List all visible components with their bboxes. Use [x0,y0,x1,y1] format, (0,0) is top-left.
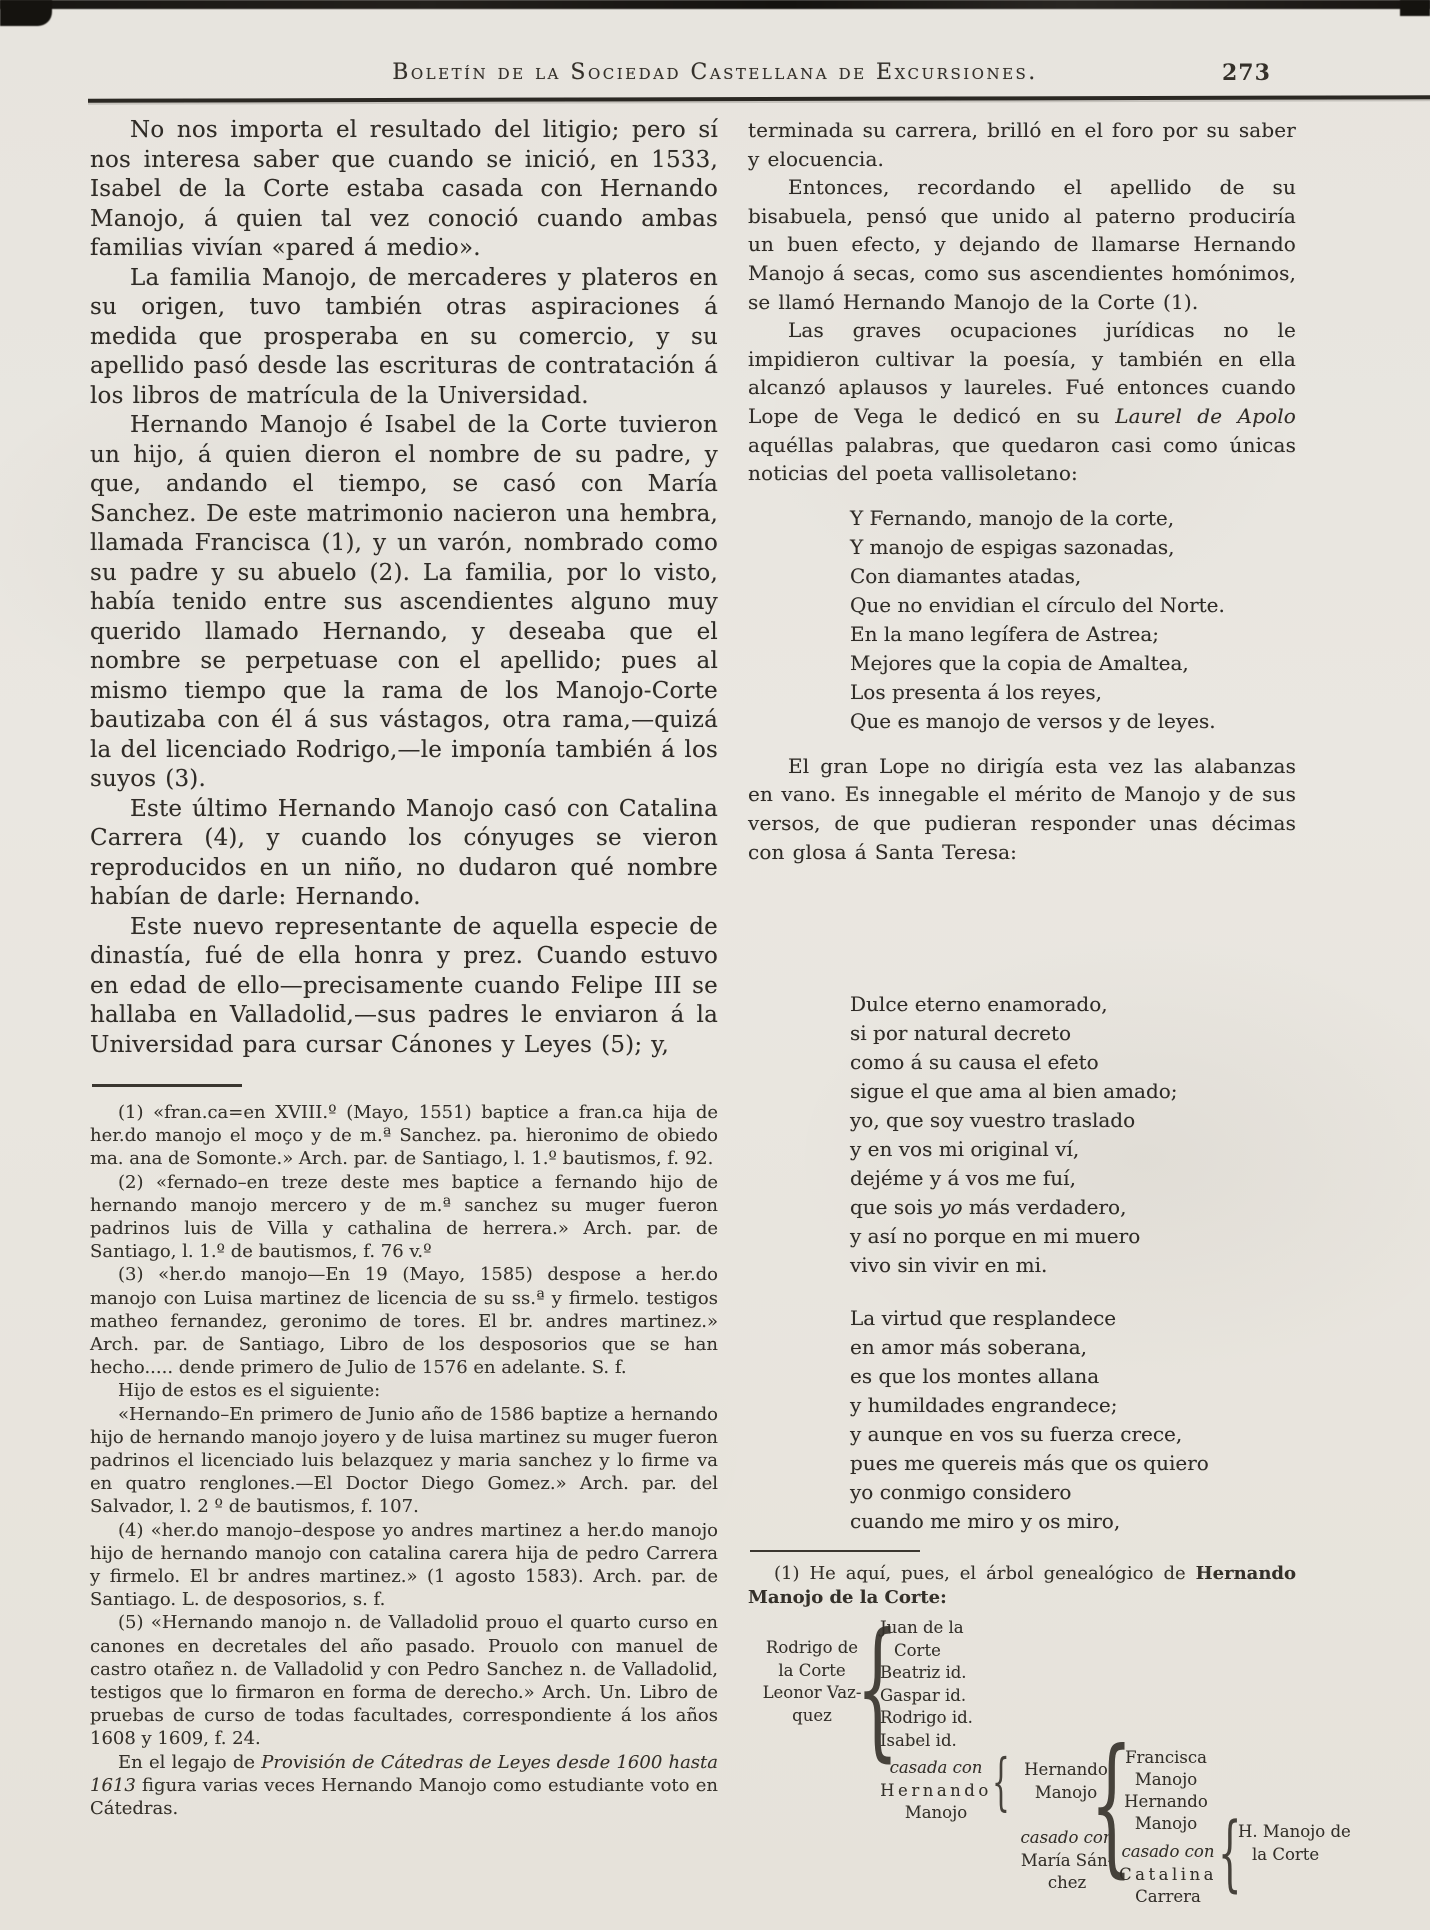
tree-marriage-line: casado con [1020,1828,1114,1848]
scan-artifact-top-edge [0,0,1430,9]
tree-name-line: María Sán- [1020,1850,1114,1870]
footnote: Hijo de estos es el siguiente: [118,1380,381,1402]
poem-line: Con diamantes atadas, [850,563,1082,588]
poem-line: cuando me miro y os miro, [850,1509,1121,1534]
tree-name-line: Gaspar id. [880,1685,967,1705]
tree-name-line: quez [792,1705,832,1725]
paragraph: Entonces, recordando el apellido de su bisabuela, pensó que unido al paterno produciría un buen efecto, y dejando de llamarse Hernando Manojo á secas, como sus ascendientes homónimos, se llamó Hernando Manojo de la Corte (1). [748,175,1296,314]
paragraph: Este último Hernando Manojo casó con Catalina Carrera (4), y cuando los cónyuges se vieron reproducidos en un niño, no dudaron qué nombre habían de darle: Hernando. [90,795,718,910]
tree-name-line: H. Manojo de [1238,1822,1351,1842]
poem-line: es que los montes allana [850,1364,1100,1389]
tree-marriage-line: casado con [1121,1842,1215,1862]
poem-stanza [850,990,1296,1280]
paragraph: La familia Manojo, de mercaderes y plateros en su origen, tuvo también otras aspiraciones á medida que prosperaba en su comercio, y su apellido pasó desde las escrituras de contratación á los libros de matrícula de la Universidad. [90,264,718,409]
tree-name-line: la Corte [1252,1844,1320,1864]
poem-line: pues me quereis más que os quiero [850,1451,1209,1476]
tree-name-line: Rodrigo id. [880,1708,973,1728]
tree-name-line: Rodrigo de [765,1638,859,1658]
footnote [748,1562,1296,1609]
text-segment: En el legajo de [118,1751,262,1773]
tree-name-line: Hernando [1124,1792,1208,1812]
tree-descendant [1238,1821,1388,1866]
tree-name-line: Corte [894,1640,941,1660]
poem-line: Mejores que la copia de Amaltea, [850,650,1189,675]
poem-line: vivo sin vivir en mi. [850,1253,1048,1278]
footnote: (5) «Hernando manojo n. de Valladolid prouo el quarto curso en canones en decretales del año pasado. Prouolo con manuel de castro otañez n. de Valladolid y con Pedro Sanchez n. de Valladolid, testigos que lo firmaron en forma de derecho.» Arch. Un. Libro de pruebas de curso de todas facultades, correspondiente á los años 1608 y 1609, f. 24. [90,1612,718,1750]
tree-name-line: Manojo [1034,1782,1098,1802]
poem-line: yo, que soy vuestro traslado [850,1108,1136,1133]
genealogy-tree [748,1617,1388,1930]
footnote: (2) «fernado–en treze deste mes baptice a fernando hijo de hernando manojo mercero y de m.ª sanchez su muger fueron padrinos luis de Villa y cathalina de herrera.» Arch. par. de Santiago, l. 1.º de bautismos, f. 76 v.º [90,1171,718,1263]
poem-line: sigue el que ama al bien amado; [850,1079,1178,1104]
header-rule [88,95,1430,103]
tree-name-line: Catalina [1119,1864,1217,1884]
text-segment: figura varias veces Hernando Manojo como estudiante voto en Cátedras. [90,1774,718,1820]
tree-name-line: Juan de la [880,1618,964,1638]
poem-line: en amor más soberana, [850,1335,1088,1360]
footnote-separator [750,1550,920,1552]
footnote: (3) «her.do manojo—En 19 (Mayo, 1585) despose a her.do manojo con Luisa martinez de licencia de su ss.ª y firmelo. testigos matheo fernandez, geronimo de tores. El br. andres martinez.» Arch. par. de Santiago, Libro de los desposorios que se han hecho..... dende primero de Julio de 1576 en adelante. S. f. [90,1264,718,1379]
poem-line: como á su causa el efeto [850,1050,1099,1075]
poem-line: Y manojo de espigas sazonadas, [850,534,1175,559]
right-column [748,116,1351,1930]
poem-stanza [850,1304,1296,1536]
footnote-separator [92,1084,242,1087]
footnote: (4) «her.do manojo–despose yo andres martinez a her.do manojo hijo de hernando manojo con catalina carera hija de pedro Carrera y firmelo. El br andres martinez.» (1 agosto 1583). Arch. par. de Santiago. L. de desposorios, s. f. [90,1519,718,1611]
text-segment: aquéllas palabras, que quedaron casi como únicas noticias del poeta vallisoletano: [748,432,1296,486]
tree-name-line: la Corte [778,1660,846,1680]
tree-marriage-line: casada con [889,1758,983,1778]
text-columns [90,116,1400,1930]
text-segment: Las graves ocupaciones jurídicas no le impidieron cultivar la poesía, y también en ella alcanzó aplausos y laureles. Fué entonces cuando Lope de Vega le dedicó en su [748,318,1296,428]
italic-text-segment: Laurel de Apolo [1115,403,1296,428]
tree-marriage-label [1108,1841,1228,1909]
paragraph: terminada su carrera, brilló en el foro por su saber y elocuencia. [748,118,1296,171]
genealogy-brace [992,1751,1010,1813]
paragraph: Hernando Manojo é Isabel de la Corte tuvieron un hijo, á quien dieron el nombre de su padre, y que, andando el tiempo, se casó con María Sanchez. De este matrimonio nacieron una hembra, llamada Francisca (1), y un varón, nombrado como su padre y su abuelo (2). La familia, por lo visto, había tenido entre sus ascendientes alguno muy querido llamado Hernando, y deseaba que el nombre se perpetuase con el apellido; pues al mismo tiempo que la rama de los Manojo-Corte bautizaba con él á sus vástagos, otra rama,—quizá la del licenciado Rodrigo,—le imponía también á los suyos (3). [90,412,718,792]
tree-name-line: Francisca [1125,1748,1207,1768]
poem-line [850,1193,1296,1222]
poem-line: En la mano legífera de Astrea; [850,621,1159,646]
tree-name-line: Manojo [904,1803,968,1823]
tree-name-line: Hernando [880,1780,992,1800]
tree-name-line: chez [1047,1873,1087,1893]
poem-line: y aunque en vos su fuerza crece, [850,1422,1183,1447]
footnote: (1) «fran.ca=en XVIII.º (Mayo, 1551) baptice a fran.ca hija de her.do manojo el moço y de m.ª Sanchez. pa. hieronimo de obiedo ma. ana de Somonte.» Arch. par. de Santiago, l. 1.º bautismos, f. 92. [90,1102,718,1170]
poem-line: Que es manojo de versos y de leyes. [850,708,1216,733]
footnote [90,1751,718,1821]
tree-name-line: Beatriz id. [880,1663,967,1683]
tree-name-line: Hernando [1024,1760,1108,1780]
tree-children [1110,1747,1222,1835]
poem-line: Los presenta á los reyes, [850,679,1102,704]
poem-line: Y Fernando, manojo de la corte, [850,505,1175,530]
tree-name-line: Carrera [1135,1887,1201,1907]
scan-artifact-top-right-corner [1400,0,1430,16]
poem-line: si por natural decreto [850,1021,1072,1046]
poem-line: y humildades engrandece; [850,1393,1118,1418]
journal-title: Boletín de la Sociedad Castellana de Excursiones. [392,60,1038,85]
italic-text-segment: yo [939,1195,963,1220]
paragraph: Este nuevo representante de aquella especie de dinastía, fué de ella honra y prez. Cuando estuvo en edad de ello—precisamente cuando Felipe III se hallaba en Valladolid,—sus padres le enviaron á la Universidad para cursar Cánones y Leyes (5); y, [90,913,718,1058]
poem-line: y así no porque en mi muero [850,1224,1141,1249]
poem-stanza [850,504,1296,736]
tree-marriage-label [860,1757,1012,1825]
tree-name-line: Manojo [1134,1814,1198,1834]
poem-line: Que no envidian el círculo del Norte. [850,592,1225,617]
footnote: «Hernando–En primero de Junio año de 1586 baptize a hernando hijo de hernando manojo joyero y de luisa martinez su muger fueron padrinos el licenciado luis belazquez y maria sanchez y lo firme va en quatro renglones.—El Doctor Diego Gomez.» Arch. par. del Salvador, l. 2 º de bautismos, f. 107. [90,1403,718,1518]
text-segment: más verdadero, [962,1195,1127,1220]
poem-line: dejéme y á vos me fuí, [850,1166,1076,1191]
poem-line: yo conmigo considero [850,1480,1072,1505]
italic-text-segment: Provisión de Cátedras de Leyes desde 1600 hasta 1613 [90,1751,718,1796]
poem-line: Dulce eterno enamorado, [850,992,1108,1017]
poem-line: y en vos mi original ví, [850,1137,1080,1162]
tree-name-line: Isabel id. [880,1730,957,1750]
tree-children [880,1617,973,1752]
page-number: 273 [1222,60,1271,86]
left-column [90,116,718,1930]
bold-text-segment: Hernando Manojo de la Corte: [748,1563,1296,1608]
paragraph: El gran Lope no dirigía esta vez las alabanzas en vano. Es innegable el mérito de Manojo y de sus versos, de que pudieran responder unas décimas con glosa á Santa Teresa: [748,753,1296,864]
paragraph: No nos importa el resultado del litigio; pero sí nos interesa saber que cuando se inició, en 1533, Isabel de la Corte estaba casada con Hernando Manojo, á quien tal vez conoció cuando ambas familias vivían «pared á medio». [90,117,718,261]
tree-couple [762,1637,862,1727]
poem-line: La virtud que resplandece [850,1306,1117,1331]
tree-name-line: Leonor Vaz- [762,1683,862,1703]
text-segment: que sois [850,1195,940,1220]
tree-name-line: Manojo [1134,1770,1198,1790]
paragraph [748,316,1296,488]
scan-artifact-top-left-corner [0,0,52,26]
text-segment: (1) He aquí, pues, el árbol genealógico de [774,1563,1196,1585]
